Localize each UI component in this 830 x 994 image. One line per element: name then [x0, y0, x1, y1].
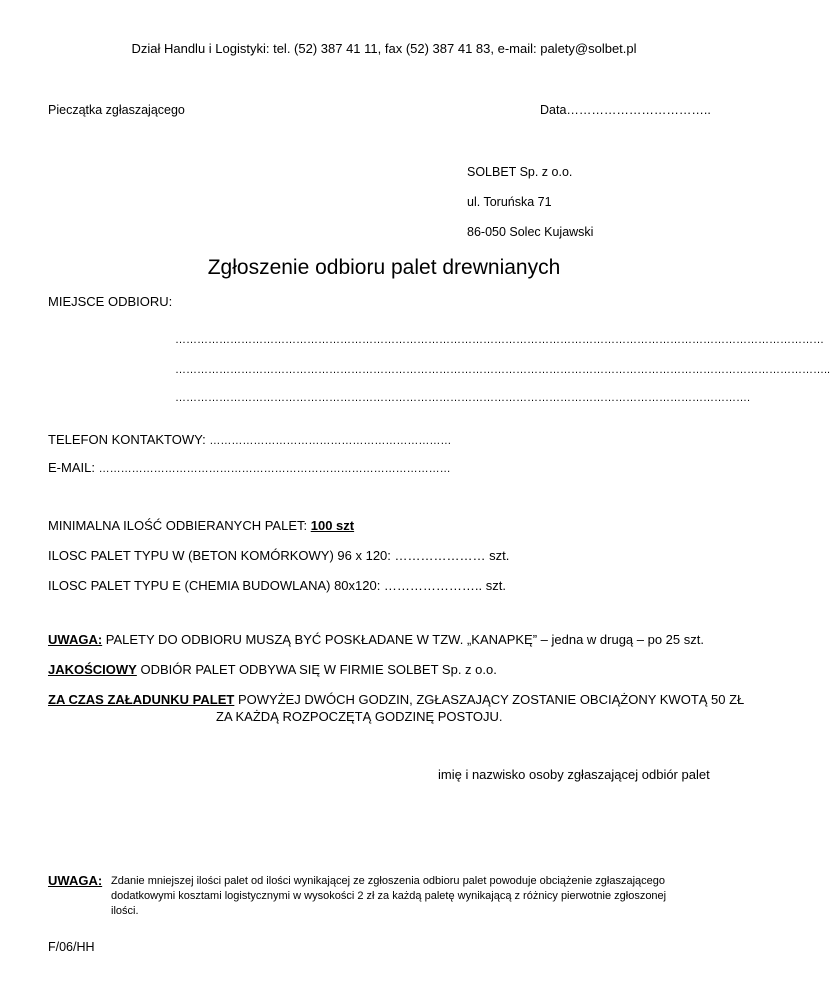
- minimum-label: MINIMALNA ILOŚĆ ODBIERANYCH PALET:: [48, 518, 308, 533]
- note-quality-prefix: JAKOŚCIOWY: [48, 662, 137, 677]
- pallet-e-row: ILOSC PALET TYPU E (CHEMIA BUDOWLANA) 80x120: ………………….. szt.: [48, 578, 506, 593]
- minimum-row: [48, 518, 354, 533]
- phone-dots: …………………………………………………………: [209, 435, 452, 447]
- header-contact-line: Dział Handlu i Logistyki: tel. (52) 387 41 11, fax (52) 387 41 83, e-mail: palety@solbet.pl: [131, 41, 637, 56]
- footer-note-prefix: UWAGA:: [48, 873, 103, 888]
- note-quality-text: ODBIÓR PALET ODBYWA SIĘ W FIRMIE SOLBET Sp. z o.o.: [136, 662, 497, 677]
- recipient-street: ul. Toruńska 71: [467, 195, 552, 209]
- pickup-line-3: ………………………………………………………………………………………………………………………………………….: [175, 392, 751, 404]
- note-loading-line-2: ZA KAŻDĄ ROZPOCZĘTĄ GODZINĘ POSTOJU.: [216, 709, 503, 724]
- email-dots: ……………………………………………………………………………………: [98, 463, 451, 475]
- pallet-w-row: ILOSC PALET TYPU W (BETON KOMÓRKOWY) 96 x 120: ………………… szt.: [48, 548, 510, 563]
- footer-note-line-3: ilości.: [111, 905, 139, 917]
- footer-note-line-1: Zdanie mniejszej ilości palet od ilości wynikającej ze zgłoszenia odbioru palet powoduje obciążenie zgłaszającego: [111, 875, 665, 887]
- signature-label: imię i nazwisko osoby zgłaszającej odbiór palet: [438, 767, 710, 782]
- note-loading: [48, 692, 744, 707]
- minimum-value: 100 szt: [310, 518, 355, 533]
- pickup-line-2: ……………………………………………………………………………………………………………………………………………………………..: [175, 364, 830, 376]
- note-stacking: [48, 632, 704, 647]
- recipient-company: SOLBET Sp. z o.o.: [467, 165, 573, 179]
- date-field: Data……………………………..: [540, 103, 711, 117]
- note-quality: [48, 662, 497, 677]
- note-loading-prefix: ZA CZAS ZAŁADUNKU PALET: [48, 692, 235, 707]
- pickup-label: MIEJSCE ODBIORU:: [48, 294, 173, 309]
- form-title: Zgłoszenie odbioru palet drewnianych: [207, 256, 561, 279]
- note-stacking-text: PALETY DO ODBIORU MUSZĄ BYĆ POSKŁADANE W TZW. „KANAPKĘ” – jedna w drugą – po 25 szt.: [102, 632, 704, 647]
- email-label: E-MAIL:: [48, 460, 95, 475]
- footer-note-line-2: dodatkowymi kosztami logistycznymi w wysokości 2 zł za każdą paletę wynikającą z różnicy pierwotnie zgłoszonej: [111, 890, 667, 902]
- form-code: F/06/HH: [48, 940, 95, 954]
- note-stacking-prefix: UWAGA:: [48, 632, 103, 647]
- recipient-city: 86-050 Solec Kujawski: [467, 225, 594, 239]
- stamp-label: Pieczątka zgłaszającego: [48, 103, 185, 117]
- phone-row: [48, 432, 451, 447]
- note-loading-text: POWYŻEJ DWÓCH GODZIN, ZGŁASZAJĄCY ZOSTANIE OBCIĄŻONY KWOTĄ 50 ZŁ: [234, 692, 745, 707]
- pickup-line-1: ……………………………………………………………………………………………………………………………………………………………: [175, 334, 824, 346]
- email-row: [48, 460, 451, 475]
- phone-label: TELEFON KONTAKTOWY:: [48, 432, 206, 447]
